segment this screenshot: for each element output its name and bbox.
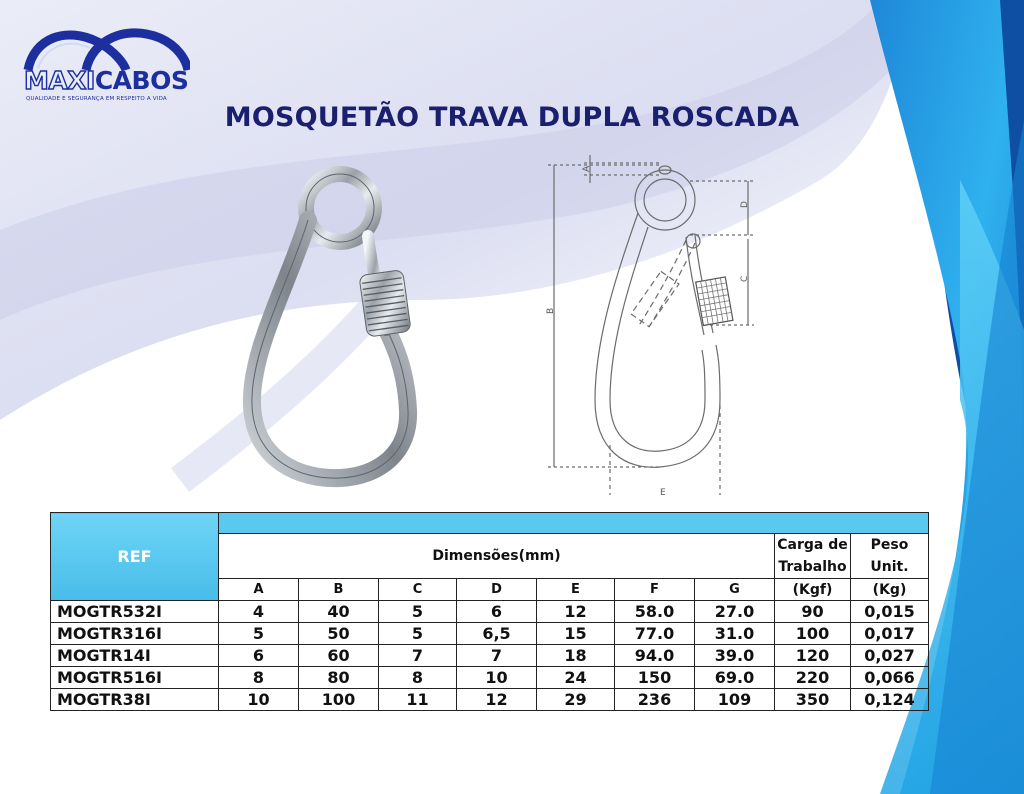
cell-a: 8	[219, 667, 299, 689]
cell-g: 109	[695, 689, 775, 711]
cell-g: 69.0	[695, 667, 775, 689]
cell-ref: MOGTR316I	[51, 623, 219, 645]
load-header-line1: Carga de	[777, 537, 848, 553]
col-header-c: C	[379, 579, 457, 601]
cell-weight: 0,017	[851, 623, 929, 645]
cell-d: 6,5	[457, 623, 537, 645]
col-header-b: B	[299, 579, 379, 601]
cell-b: 60	[299, 645, 379, 667]
carabiner-photo	[230, 160, 440, 490]
cell-a: 10	[219, 689, 299, 711]
cell-f: 94.0	[615, 645, 695, 667]
cell-ref: MOGTR516I	[51, 667, 219, 689]
cell-b: 100	[299, 689, 379, 711]
cell-weight: 0,124	[851, 689, 929, 711]
cell-g: 39.0	[695, 645, 775, 667]
weight-unit: (Kg)	[851, 579, 929, 601]
cell-g: 27.0	[695, 601, 775, 623]
load-unit: (Kgf)	[775, 579, 851, 601]
cell-weight: 0,066	[851, 667, 929, 689]
header-row-top	[51, 513, 929, 534]
cell-load: 220	[775, 667, 851, 689]
cell-f: 58.0	[615, 601, 695, 623]
cell-b: 80	[299, 667, 379, 689]
table-row	[51, 689, 929, 711]
table-row	[51, 645, 929, 667]
cell-c: 5	[379, 623, 457, 645]
dimensions-header: Dimensões(mm)	[219, 534, 775, 579]
dim-label-e: E	[660, 488, 666, 498]
cell-f: 150	[615, 667, 695, 689]
maxicabos-logo	[20, 20, 190, 105]
col-header-g: G	[695, 579, 775, 601]
cell-load: 120	[775, 645, 851, 667]
dimension-diagram	[540, 155, 770, 500]
cell-d: 6	[457, 601, 537, 623]
logo-wordmark	[24, 68, 188, 94]
cell-load: 350	[775, 689, 851, 711]
cell-c: 7	[379, 645, 457, 667]
weight-header-line1: Peso	[870, 537, 909, 553]
cell-a: 4	[219, 601, 299, 623]
cell-d: 12	[457, 689, 537, 711]
cell-c: 5	[379, 601, 457, 623]
cell-d: 7	[457, 645, 537, 667]
cell-a: 5	[219, 623, 299, 645]
load-header-line2: Trabalho	[778, 559, 847, 575]
cell-ref: MOGTR14I	[51, 645, 219, 667]
cell-e: 15	[537, 623, 615, 645]
dim-label-c: C	[740, 275, 750, 282]
table-row	[51, 623, 929, 645]
cell-f: 236	[615, 689, 695, 711]
dim-label-a: A	[582, 165, 592, 172]
cell-b: 40	[299, 601, 379, 623]
cell-ref: MOGTR38I	[51, 689, 219, 711]
col-header-f: F	[615, 579, 695, 601]
col-header-e: E	[537, 579, 615, 601]
cell-e: 29	[537, 689, 615, 711]
cell-weight: 0,027	[851, 645, 929, 667]
col-header-d: D	[457, 579, 537, 601]
cell-a: 6	[219, 645, 299, 667]
cell-load: 100	[775, 623, 851, 645]
cell-ref: MOGTR532I	[51, 601, 219, 623]
logo-cabos: CABOS	[94, 66, 189, 95]
cell-c: 8	[379, 667, 457, 689]
cell-f: 77.0	[615, 623, 695, 645]
dim-label-d: D	[740, 201, 750, 208]
cell-e: 12	[537, 601, 615, 623]
logo-arches-icon	[20, 20, 190, 72]
cell-e: 24	[537, 667, 615, 689]
product-title: MOSQUETÃO TRAVA DUPLA ROSCADA	[224, 102, 800, 133]
table-row	[51, 667, 929, 689]
logo-maxi: MAXI	[24, 66, 95, 95]
load-header	[775, 534, 851, 579]
dim-label-b: B	[546, 307, 556, 314]
cell-b: 50	[299, 623, 379, 645]
col-header-a: A	[219, 579, 299, 601]
cell-weight: 0,015	[851, 601, 929, 623]
weight-header	[851, 534, 929, 579]
cell-d: 10	[457, 667, 537, 689]
cell-c: 11	[379, 689, 457, 711]
header-cyan-band	[219, 513, 929, 534]
table-row	[51, 601, 929, 623]
cell-e: 18	[537, 645, 615, 667]
ref-header: REF	[51, 513, 219, 601]
cell-g: 31.0	[695, 623, 775, 645]
logo-slogan: QUALIDADE E SEGURANÇA EM RESPEITO A VIDA	[26, 96, 167, 102]
weight-header-line2: Unit.	[870, 559, 909, 575]
cell-load: 90	[775, 601, 851, 623]
specifications-table	[50, 512, 929, 711]
